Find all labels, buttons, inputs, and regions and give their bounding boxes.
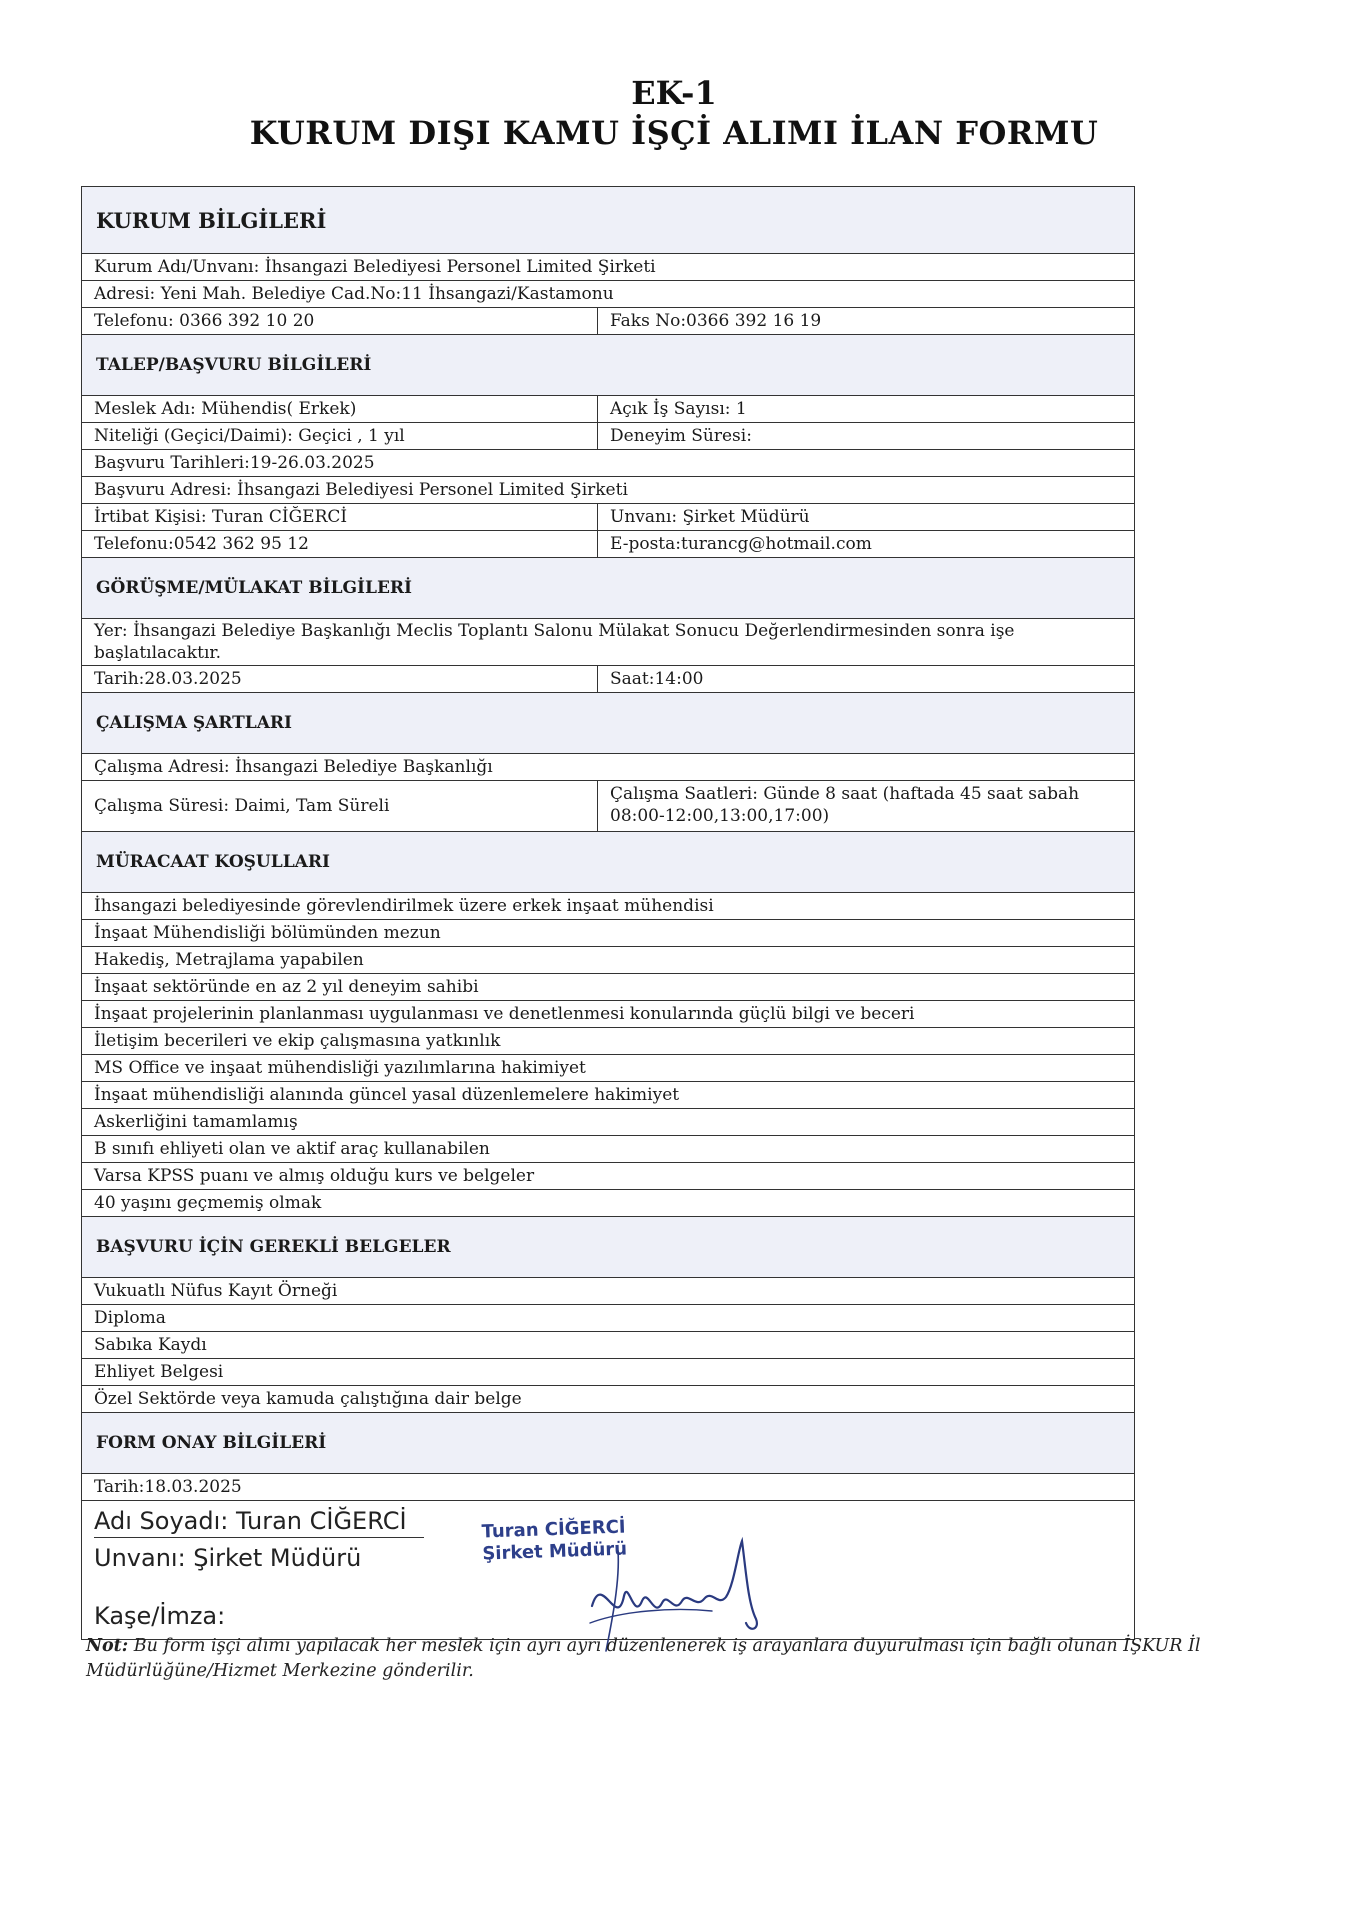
nitelik: Niteliği (Geçici/Daimi): Geçici , 1 yıl bbox=[82, 423, 598, 449]
muracaat-item: İletişim becerileri ve ekip çalışmasına yatkınlık bbox=[94, 1031, 501, 1051]
kurum-telefon: Telefonu: 0366 392 10 20 bbox=[82, 308, 598, 334]
form-table bbox=[81, 186, 1135, 1640]
deneyim-suresi: Deneyim Süresi: bbox=[610, 426, 752, 446]
onay-tarihi: Tarih:18.03.2025 bbox=[94, 1477, 242, 1497]
belge-item: Sabıka Kaydı bbox=[94, 1335, 207, 1355]
section-belgeler-heading: BAŞVURU İÇİN GEREKLİ BELGELER bbox=[82, 1217, 1134, 1278]
section-muracaat-heading: MÜRACAAT KOŞULLARI bbox=[82, 832, 1134, 893]
section-talep-heading: TALEP/BAŞVURU BİLGİLERİ bbox=[82, 335, 1134, 396]
muracaat-item: İhsangazi belediyesinde görevlendirilmek üzere erkek inşaat mühendisi bbox=[94, 896, 714, 916]
note-label: Not: bbox=[86, 1636, 129, 1656]
section-calisma-heading: ÇALIŞMA ŞARTLARI bbox=[82, 693, 1134, 754]
irtibat-telefon: Telefonu:0542 362 95 12 bbox=[82, 531, 598, 557]
acik-is-sayisi: Açık İş Sayısı: 1 bbox=[610, 399, 747, 419]
mulakat-tarihi: Tarih:28.03.2025 bbox=[82, 666, 598, 692]
form-title: KURUM DIŞI KAMU İŞÇİ ALIMI İLAN FORMU bbox=[249, 114, 1099, 152]
muracaat-item: 40 yaşını geçmemiş olmak bbox=[94, 1193, 322, 1213]
kase-imza-label: Kaşe/İmza: bbox=[94, 1602, 226, 1630]
section-onay-heading: FORM ONAY BİLGİLERİ bbox=[82, 1413, 1134, 1474]
kurum-adi: Kurum Adı/Unvanı: İhsangazi Belediyesi Personel Limited Şirketi bbox=[94, 257, 656, 277]
irtibat-eposta: E-posta:turancg@hotmail.com bbox=[610, 534, 872, 554]
basvuru-adresi: Başvuru Adresi: İhsangazi Belediyesi Personel Limited Şirketi bbox=[94, 480, 628, 500]
calisma-suresi: Çalışma Süresi: Daimi, Tam Süreli bbox=[82, 781, 598, 831]
onay-adi-soyadi: Adı Soyadı: Turan CİĞERCİ bbox=[94, 1505, 424, 1538]
muracaat-item: Hakediş, Metrajlama yapabilen bbox=[94, 950, 364, 970]
onay-unvan: Unvanı: Şirket Müdürü bbox=[94, 1544, 362, 1572]
muracaat-item: B sınıfı ehliyeti olan ve aktif araç kullanabilen bbox=[94, 1139, 490, 1159]
kurum-faks: Faks No:0366 392 16 19 bbox=[610, 311, 822, 331]
footnote bbox=[86, 1634, 1306, 1684]
belge-item: Vukuatlı Nüfus Kayıt Örneği bbox=[94, 1281, 338, 1301]
stamp-title: Şirket Müdürü bbox=[482, 1538, 628, 1565]
muracaat-item: İnşaat projelerinin planlanması uygulanması ve denetlenmesi konularında güçlü bilgi ve beceri bbox=[94, 1004, 915, 1024]
belge-item: Ehliyet Belgesi bbox=[94, 1362, 224, 1382]
note-text: Bu form işçi alımı yapılacak her meslek için ayrı ayrı düzenlenerek iş arayanlara duyurulması için bağlı olunan İŞKUR İl Müdürlüğüne/Hizmet Merkezine gönderilir. bbox=[86, 1636, 1201, 1681]
section-kurum-heading: KURUM BİLGİLERİ bbox=[82, 187, 1134, 254]
belge-item: Özel Sektörde veya kamuda çalıştığına dair belge bbox=[94, 1389, 522, 1409]
muracaat-item: Varsa KPSS puanı ve almış olduğu kurs ve belgeler bbox=[94, 1166, 535, 1186]
section-gorusme-heading: GÖRÜŞME/MÜLAKAT BİLGİLERİ bbox=[82, 558, 1134, 619]
mulakat-yeri: Yer: İhsangazi Belediye Başkanlığı Meclis Toplantı Salonu Mülakat Sonucu Değerlendirmesinden sonra işe başlatılacaktır. bbox=[94, 621, 1015, 663]
form-code: EK-1 bbox=[631, 74, 717, 112]
stamp-name: Turan CİĞERCİ bbox=[481, 1516, 626, 1543]
basvuru-tarihleri: Başvuru Tarihleri:19-26.03.2025 bbox=[94, 453, 375, 473]
muracaat-item: Askerliğini tamamlamış bbox=[94, 1112, 298, 1132]
irtibat-unvan: Unvanı: Şirket Müdürü bbox=[610, 507, 810, 527]
irtibat-kisisi: İrtibat Kişisi: Turan CİĞERCİ bbox=[82, 504, 598, 530]
kurum-adres: Adresi: Yeni Mah. Belediye Cad.No:11 İhsangazi/Kastamonu bbox=[94, 284, 614, 304]
muracaat-item: İnşaat sektöründe en az 2 yıl deneyim sahibi bbox=[94, 977, 479, 997]
muracaat-item: İnşaat Mühendisliği bölümünden mezun bbox=[94, 923, 441, 943]
meslek-adi: Meslek Adı: Mühendis( Erkek) bbox=[82, 396, 598, 422]
muracaat-item: MS Office ve inşaat mühendisliği yazılımlarına hakimiyet bbox=[94, 1058, 586, 1078]
muracaat-item: İnşaat mühendisliği alanında güncel yasal düzenlemelere hakimiyet bbox=[94, 1085, 680, 1105]
signature-block bbox=[82, 1501, 1134, 1640]
calisma-adresi: Çalışma Adresi: İhsangazi Belediye Başkanlığı bbox=[94, 757, 493, 777]
calisma-saatleri: Çalışma Saatleri: Günde 8 saat (haftada 45 saat sabah 08:00-12:00,13:00,17:00) bbox=[610, 784, 1080, 826]
mulakat-saati: Saat:14:00 bbox=[610, 669, 704, 689]
belge-item: Diploma bbox=[94, 1308, 166, 1328]
